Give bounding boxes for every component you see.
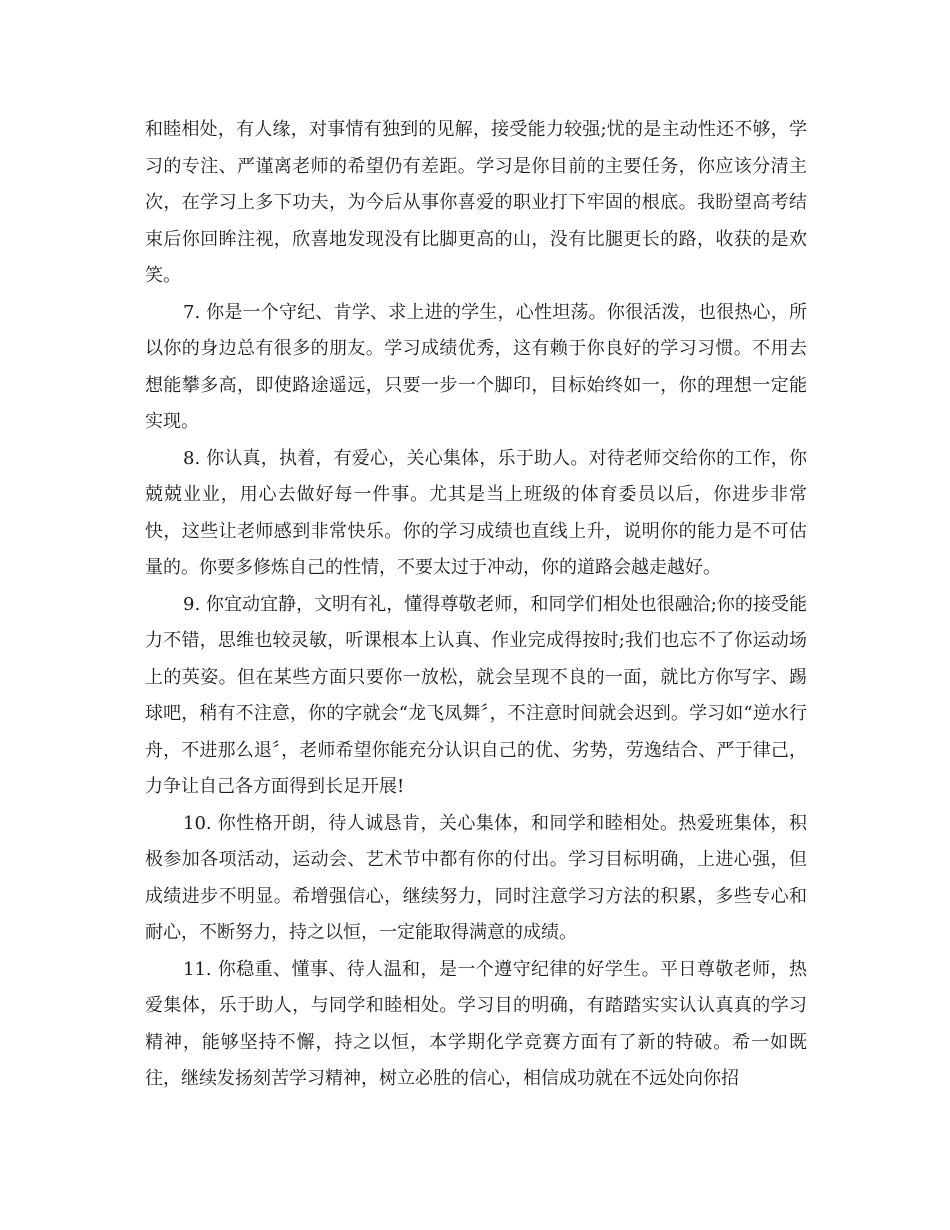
- paragraph-item-9: 9. 你宜动宜静，文明有礼，懂得尊敬老师，和同学们相处也很融洽;你的接受能力不错，思维也较灵敏，听课根本上认真、作业完成得按时;我们也忘不了你运动场上的英姿。但在某些方面只要你一放松，就会呈现不良的一面，就比方你写字、踢球吧，稍有不注意，你的字就会“龙飞凤舞〞，不注意时间就会迟到。学习如“逆水行舟，不进那么退〞，老师希望你能充分认识自己的优、劣势，劳逸结合、严于律己，力争让自己各方面得到长足开展!: [145, 593, 807, 797]
- paragraph-item-10: 10. 你性格开朗，待人诚恳肯，关心集体，和同学和睦相处。热爱班集体，积极参加各项活动，运动会、艺术节中都有你的付出。学习目标明确，上进心强，但成绩进步不明显。希增强信心，继续努力，同时注意学习方法的积累，多些专心和耐心，不断努力，持之以恒，一定能取得满意的成绩。: [145, 812, 807, 943]
- document-page: [145, 112, 807, 1098]
- paragraph-item-11: 11. 你稳重、懂事、待人温和，是一个遵守纪律的好学生。平日尊敬老师，热爱集体，乐于助人，与同学和睦相处。学习目的明确，有踏踏实实认认真真的学习精神，能够坚持不懈，持之以恒，本学期化学竞赛方面有了新的特破。希一如既往，继续发扬刻苦学习精神，树立必胜的信心，相信成功就在不远处向你招: [145, 958, 807, 1089]
- paragraph-continuation: 和睦相处，有人缘，对事情有独到的见解，接受能力较强;忧的是主动性还不够，学习的专注、严谨离老师的希望仍有差距。学习是你目前的主要任务，你应该分清主次，在学习上多下功夫，为今后从事你喜爱的职业打下牢固的根底。我盼望高考结束后你回眸注视，欣喜地发现没有比脚更高的山，没有比腿更长的路，收获的是欢笑。: [145, 119, 807, 286]
- paragraph-item-7: 7. 你是一个守纪、肯学、求上进的学生，心性坦荡。你很活泼，也很热心，所以你的身边总有很多的朋友。学习成绩优秀，这有赖于你良好的学习习惯。不用去想能攀多高，即使路途遥远，只要一步一个脚印，目标始终如一，你的理想一定能实现。: [145, 301, 807, 432]
- paragraph-item-8: 8. 你认真，执着，有爱心，关心集体，乐于助人。对待老师交给你的工作，你兢兢业业，用心去做好每一件事。尤其是当上班级的体育委员以后，你进步非常快，这些让老师感到非常快乐。你的学习成绩也直线上升，说明你的能力是不可估量的。你要多修炼自己的性情，不要太过于冲动，你的道路会越走越好。: [145, 447, 807, 578]
